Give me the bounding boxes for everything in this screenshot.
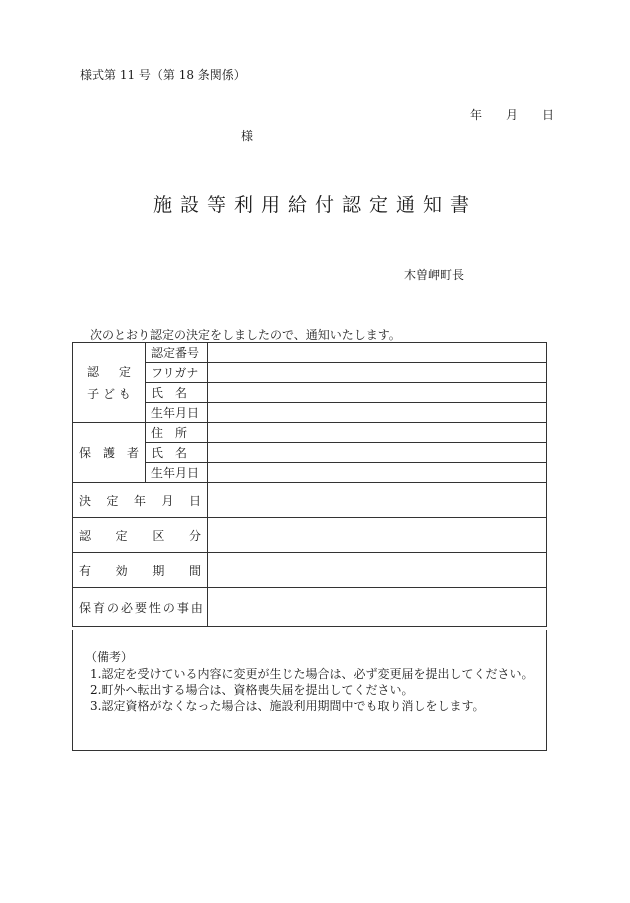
label-char: 年 bbox=[133, 493, 146, 508]
label-char: 月 bbox=[161, 493, 174, 508]
cert-number-field[interactable] bbox=[208, 343, 547, 363]
label-char: 定 bbox=[115, 528, 128, 543]
cert-category-field[interactable] bbox=[208, 518, 547, 553]
remarks-title: （備考） bbox=[85, 650, 134, 664]
issuer-name: 木曽岬町長 bbox=[404, 268, 465, 282]
row-label-child-name: 氏 名 bbox=[146, 383, 208, 403]
label-char: 事 bbox=[176, 600, 189, 615]
label-char: 有 bbox=[79, 563, 92, 578]
row-label-cert-category bbox=[73, 518, 208, 553]
row-label-care-reason bbox=[73, 588, 208, 627]
date-day-label: 日 bbox=[542, 108, 555, 122]
label-char: 性 bbox=[148, 600, 161, 615]
row-label-decision-date bbox=[73, 483, 208, 518]
table-row bbox=[73, 483, 547, 518]
date-line bbox=[470, 106, 554, 123]
guardian-label-char: 護 bbox=[102, 445, 115, 460]
remark-item: 1.認定を受けている内容に変更が生じた場合は、必ず変更届を提出してください。 bbox=[90, 667, 534, 681]
child-label-char: 定 bbox=[118, 364, 131, 379]
label-char: 間 bbox=[188, 563, 201, 578]
label-char: 定 bbox=[106, 493, 119, 508]
child-label-char: 認 bbox=[87, 364, 100, 379]
row-label-address: 住 所 bbox=[146, 423, 208, 443]
decision-date-field[interactable] bbox=[208, 483, 547, 518]
row-label-guardian-birthdate: 生年月日 bbox=[146, 463, 208, 483]
table-row bbox=[73, 343, 547, 363]
label-char: 日 bbox=[188, 493, 201, 508]
table-row bbox=[73, 588, 547, 627]
form-number: 様式第 11 号（第 18 条関係） bbox=[80, 68, 246, 82]
date-year-label: 年 bbox=[470, 108, 483, 122]
table-row bbox=[73, 423, 547, 443]
guardian-label-char: 保 bbox=[79, 445, 92, 460]
document-title: 施設等利用給付認定通知書 bbox=[152, 194, 477, 216]
label-char: 認 bbox=[79, 528, 92, 543]
care-reason-field[interactable] bbox=[208, 588, 547, 627]
label-char: の bbox=[106, 600, 119, 615]
label-char: 分 bbox=[188, 528, 201, 543]
table-row bbox=[73, 518, 547, 553]
child-name-field[interactable] bbox=[208, 383, 547, 403]
child-section-label bbox=[73, 343, 146, 423]
label-char: 由 bbox=[190, 600, 203, 615]
row-label-cert-number: 認定番号 bbox=[146, 343, 208, 363]
recipient-suffix: 様 bbox=[241, 129, 254, 143]
guardian-section-label bbox=[73, 423, 146, 483]
label-char: 必 bbox=[120, 600, 133, 615]
guardian-label-char: 者 bbox=[126, 445, 139, 460]
label-char: 区 bbox=[152, 528, 165, 543]
child-label-line2: 子 ど も bbox=[87, 386, 131, 401]
remark-item: 2.町外へ転出する場合は、資格喪失届を提出してください。 bbox=[90, 683, 414, 697]
guardian-address-field[interactable] bbox=[208, 423, 547, 443]
label-char: 保 bbox=[79, 600, 92, 615]
row-label-furigana: フリガナ bbox=[146, 363, 208, 383]
guardian-birthdate-field[interactable] bbox=[208, 463, 547, 483]
row-label-guardian-name: 氏 名 bbox=[146, 443, 208, 463]
label-char: 育 bbox=[92, 600, 105, 615]
label-char: 決 bbox=[79, 493, 92, 508]
certification-form-table bbox=[72, 342, 547, 627]
intro-text: 次のとおり認定の決定をしましたので、通知いたします。 bbox=[90, 328, 401, 342]
child-birthdate-field[interactable] bbox=[208, 403, 547, 423]
row-label-child-birthdate: 生年月日 bbox=[146, 403, 208, 423]
label-char: 要 bbox=[134, 600, 147, 615]
table-row bbox=[73, 553, 547, 588]
label-char: 効 bbox=[115, 563, 128, 578]
valid-period-field[interactable] bbox=[208, 553, 547, 588]
remark-item: 3.認定資格がなくなった場合は、施設利用期間中でも取り消しをします。 bbox=[90, 699, 485, 713]
label-char: の bbox=[162, 600, 175, 615]
label-char: 期 bbox=[152, 563, 165, 578]
date-month-label: 月 bbox=[506, 108, 519, 122]
row-label-valid-period bbox=[73, 553, 208, 588]
child-furigana-field[interactable] bbox=[208, 363, 547, 383]
remarks-box bbox=[72, 630, 547, 751]
guardian-name-field[interactable] bbox=[208, 443, 547, 463]
